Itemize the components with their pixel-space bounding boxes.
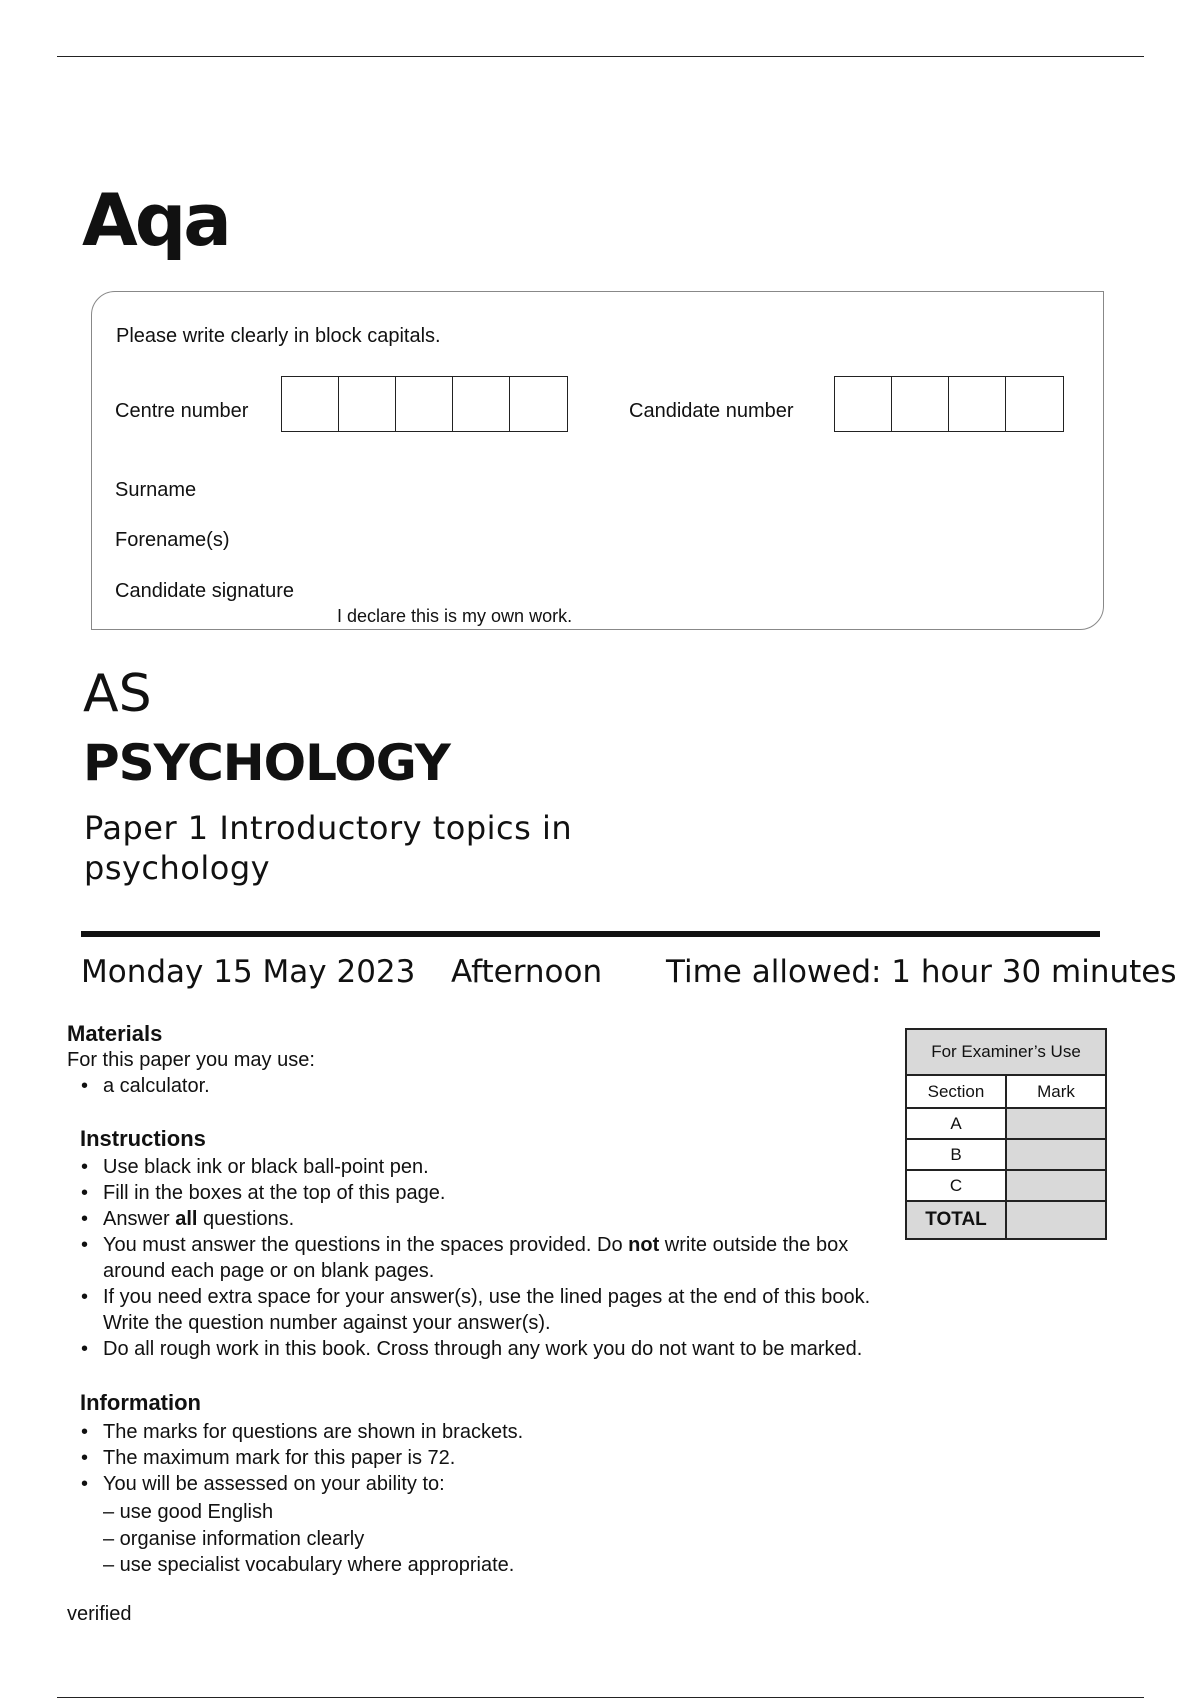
section-b-mark (1006, 1139, 1106, 1170)
materials-intro: For this paper you may use: (67, 1049, 315, 1071)
centre-number-digit-3[interactable] (396, 377, 453, 431)
list-item: • The maximum mark for this paper is 72. (67, 1445, 967, 1471)
information-heading: Information (80, 1390, 201, 1415)
list-item: • If you need extra space for your answer(s), use the lined pages at the end of this book. Write the question number against your answer(s). (67, 1284, 883, 1336)
centre-number-label: Centre number (115, 400, 249, 422)
surname-label: Surname (115, 479, 197, 501)
list-item: • a calculator. (67, 1073, 767, 1099)
total-mark (1006, 1201, 1106, 1239)
forenames-field[interactable] (330, 520, 1070, 556)
subject-title: PSYCHOLOGY (83, 734, 450, 792)
list-item: – organise information clearly (103, 1527, 365, 1550)
block-capitals-instruction: Please write clearly in block capitals. (116, 325, 441, 347)
candidate-number-boxes (834, 376, 1064, 432)
materials-heading: Materials (67, 1021, 163, 1046)
verified-text: verified (67, 1603, 132, 1625)
section-b-label: B (906, 1139, 1006, 1170)
exam-date: Monday 15 May 2023 (81, 954, 416, 990)
section-c-label: C (906, 1170, 1006, 1201)
section-column-header: Section (906, 1075, 1006, 1108)
mark-column-header: Mark (1006, 1075, 1106, 1108)
title-divider (81, 931, 1100, 937)
list-item: • Use black ink or black ball-point pen. (67, 1154, 967, 1180)
bottom-rule (57, 1697, 1144, 1698)
centre-number-boxes (281, 376, 568, 432)
total-label: TOTAL (906, 1201, 1006, 1239)
time-allowed: Time allowed: 1 hour 30 minutes (666, 954, 1177, 990)
list-item: • You must answer the questions in the spaces provided. Do not write outside the box around each page or on blank pages. (67, 1232, 873, 1284)
signature-field[interactable] (330, 570, 1070, 602)
candidate-number-digit-3[interactable] (949, 377, 1006, 431)
information-list (67, 1419, 967, 1497)
aqa-logo: Aqa (82, 178, 229, 262)
list-item: • Do all rough work in this book. Cross through any work you do not want to be marked. (67, 1336, 967, 1362)
examiner-use-table (905, 1028, 1107, 1240)
list-item: • You will be assessed on your ability to: (67, 1471, 967, 1497)
list-item: • The marks for questions are shown in brackets. (67, 1419, 967, 1445)
section-a-mark (1006, 1108, 1106, 1139)
list-item: • Answer all questions. (67, 1206, 967, 1232)
section-c-mark (1006, 1170, 1106, 1201)
list-item: • Fill in the boxes at the top of this page. (67, 1180, 967, 1206)
section-a-label: A (906, 1108, 1006, 1139)
candidate-number-digit-4[interactable] (1006, 377, 1063, 431)
centre-number-digit-5[interactable] (510, 377, 567, 431)
declaration-text: I declare this is my own work. (337, 606, 573, 626)
instructions-heading: Instructions (80, 1126, 206, 1151)
list-item: – use good English (103, 1501, 274, 1523)
centre-number-digit-1[interactable] (282, 377, 339, 431)
assessment-criteria (67, 1499, 514, 1579)
exam-session: Afternoon (451, 954, 603, 990)
centre-number-digit-4[interactable] (453, 377, 510, 431)
examiner-table-title: For Examiner’s Use (906, 1029, 1106, 1075)
instructions-list (67, 1154, 967, 1362)
top-rule (57, 56, 1144, 57)
signature-label: Candidate signature (115, 580, 295, 602)
materials-list (67, 1073, 767, 1099)
paper-title: Paper 1 Introductory topics in psychology (84, 809, 573, 887)
qualification-level: AS (83, 664, 152, 724)
candidate-number-label: Candidate number (629, 400, 794, 422)
forenames-label: Forename(s) (115, 529, 230, 551)
candidate-number-digit-1[interactable] (835, 377, 892, 431)
centre-number-digit-2[interactable] (339, 377, 396, 431)
surname-field[interactable] (330, 470, 1070, 506)
list-item: – use specialist vocabulary where appropriate. (103, 1554, 515, 1576)
candidate-number-digit-2[interactable] (892, 377, 949, 431)
